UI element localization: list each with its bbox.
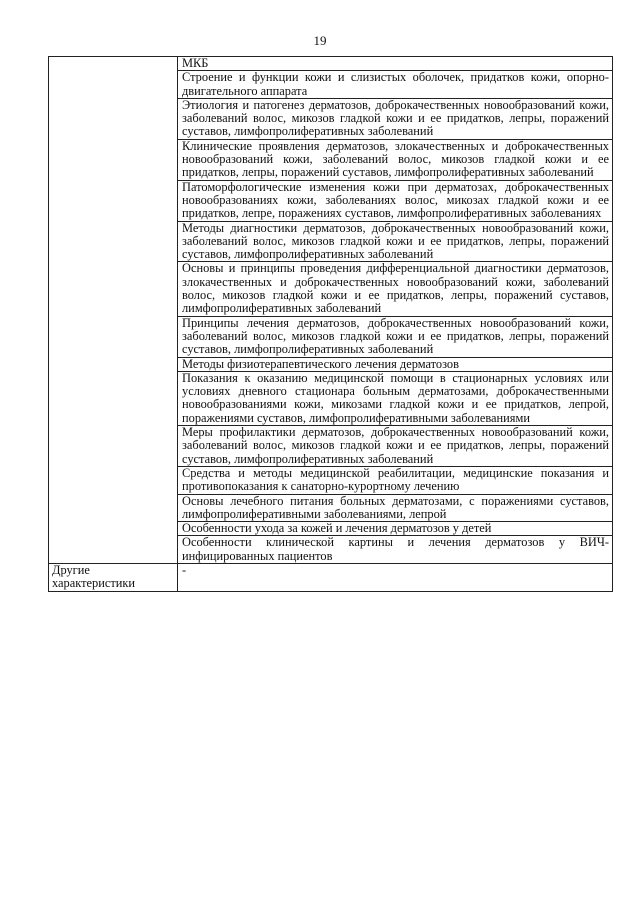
knowledge-item: Принципы лечения дерматозов, доброкачественных новообразований кожи, заболеваний волос, микозов гладкой кожи и ее придатков, лепры, поражений суставов, лимфопролиферативных заболеваний (178, 316, 613, 357)
other-characteristics-label: Другие характеристики (49, 563, 178, 591)
knowledge-item: Меры профилактики дерматозов, доброкачественных новообразований кожи, заболеваний волос, микозов гладкой кожи и ее придатков, лепры, поражений суставов, лимфопролиферативных заболеваний (178, 426, 613, 467)
other-characteristics-value: - (178, 563, 613, 591)
page-number: 19 (313, 33, 327, 48)
requirements-table (48, 56, 613, 592)
knowledge-item: Клинические проявления дерматозов, злокачественных и доброкачественных новообразований кожи, заболеваний волос, микозов гладкой кожи и ее придатков, лепры, поражений суставов, лимфопролиферативных заболеваний (178, 139, 613, 180)
knowledge-item: Методы физиотерапевтического лечения дерматозов (178, 357, 613, 371)
knowledge-item: Основы и принципы проведения дифференциальной диагностики дерматозов, злокачественных и доброкачественных новообразований кожи, заболеваний волос, микозов гладкой кожи и ее придатков, лепры, поражений суставов, лимфопролиферативных заболеваний (178, 262, 613, 316)
table-row (49, 57, 613, 71)
left-column-empty-cell (49, 57, 178, 564)
knowledge-item: Строение и функции кожи и слизистых оболочек, придатков кожи, опорно-двигательного аппарата (178, 71, 613, 99)
knowledge-item: Основы лечебного питания больных дерматозами, с поражениями суставов, лимфопролиферативными заболеваниями, лепрой (178, 494, 613, 522)
knowledge-item: Особенности ухода за кожей и лечения дерматозов у детей (178, 522, 613, 536)
knowledge-item: Особенности клинической картины и лечения дерматозов у ВИЧ-инфицированных пациентов (178, 536, 613, 564)
knowledge-item: Показания к оказанию медицинской помощи в стационарных условиях или условиях дневного стационара больным дерматозами, доброкачественными новообразованиями кожи, микозами гладкой кожи и ее придатков, лепрой, поражениями суставов, лимфопролиферативными заболеваниями (178, 371, 613, 425)
knowledge-item: Средства и методы медицинской реабилитации, медицинские показания и противопоказания к санаторно-курортному лечению (178, 466, 613, 494)
knowledge-item: Патоморфологические изменения кожи при дерматозах, доброкачественных новообразованиях кожи, заболеваниях волос, микозах гладкой кожи и ее придатков, лепре, поражениях суставов, лимфопролиферативных заболеваниях (178, 180, 613, 221)
table-row (49, 563, 613, 591)
knowledge-item: МКБ (178, 57, 613, 71)
knowledge-item: Этиология и патогенез дерматозов, доброкачественных новообразований кожи, заболеваний волос, микозов гладкой кожи и ее придатков, лепры, поражений суставов, лимфопролиферативных заболеваний (178, 98, 613, 139)
knowledge-item: Методы диагностики дерматозов, доброкачественных новообразований кожи, заболеваний волос, микозов гладкой кожи и ее придатков, лепры, поражений суставов, лимфопролиферативных заболеваний (178, 221, 613, 262)
